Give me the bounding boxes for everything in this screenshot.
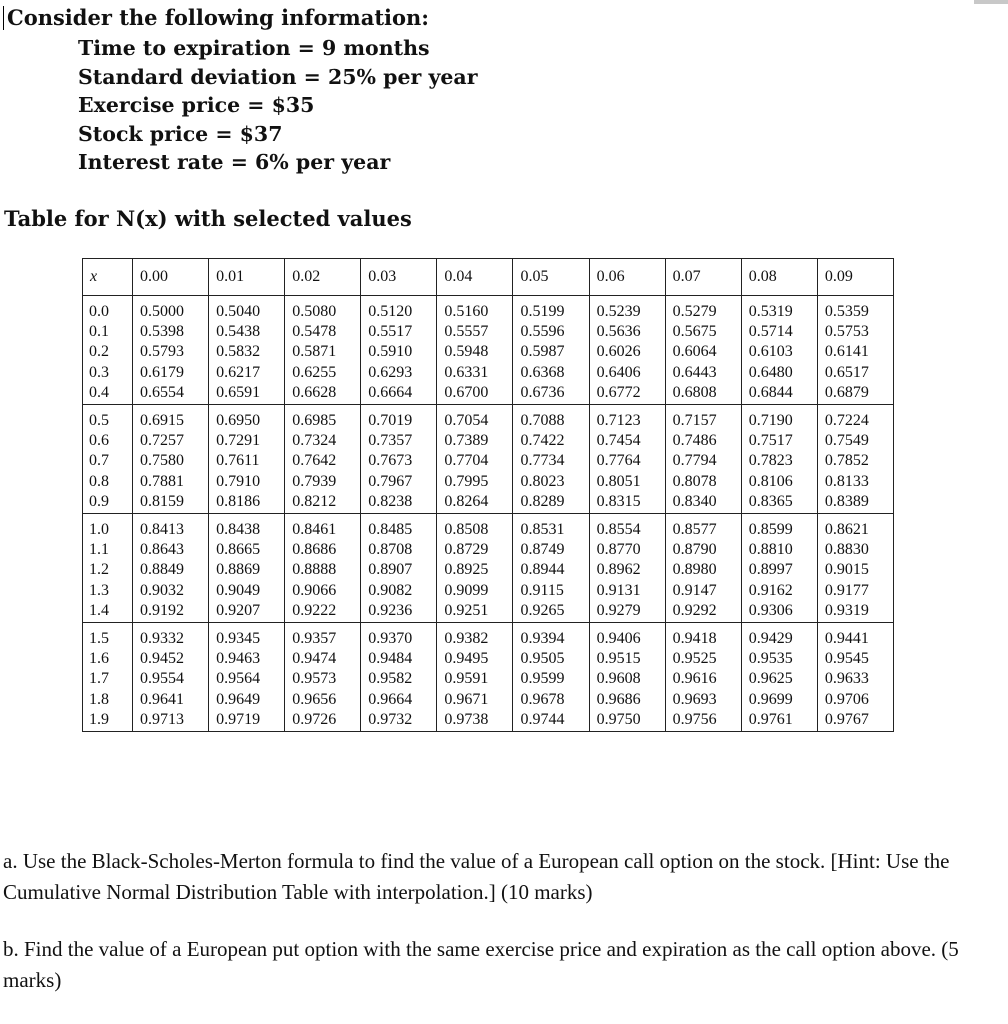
- column-header: 0.05: [513, 259, 589, 296]
- given-information-list: [78, 34, 478, 177]
- row-x-value: 1.2: [83, 560, 133, 580]
- table-cell: 0.5987: [513, 342, 589, 362]
- table-cell: 0.8665: [209, 540, 285, 560]
- table-cell: 0.8980: [665, 560, 741, 580]
- table-cell: 0.6772: [589, 383, 665, 405]
- table-cell: 0.7224: [817, 405, 893, 432]
- table-row: [83, 540, 894, 560]
- table-cell: 0.8888: [285, 560, 361, 580]
- table-cell: 0.8577: [665, 514, 741, 541]
- table-cell: 0.9474: [285, 649, 361, 669]
- table-cell: 0.7157: [665, 405, 741, 432]
- table-cell: 0.7939: [285, 472, 361, 492]
- table-cell: 0.6026: [589, 342, 665, 362]
- table-cell: 0.8159: [133, 492, 209, 514]
- table-cell: 0.8599: [741, 514, 817, 541]
- table-cell: 0.9564: [209, 669, 285, 689]
- column-header: 0.03: [361, 259, 437, 296]
- table-cell: 0.9706: [817, 690, 893, 710]
- table-cell: 0.7704: [437, 451, 513, 471]
- table-cell: 0.9591: [437, 669, 513, 689]
- row-x-value: 0.9: [83, 492, 133, 514]
- table-cell: 0.9719: [209, 710, 285, 732]
- table-cell: 0.8106: [741, 472, 817, 492]
- table-cell: 0.9015: [817, 560, 893, 580]
- table-row: [83, 581, 894, 601]
- table-cell: 0.9738: [437, 710, 513, 732]
- table-cell: 0.9370: [361, 623, 437, 650]
- table-cell: 0.9744: [513, 710, 589, 732]
- info-standard-deviation: Standard deviation = 25% per year: [78, 64, 478, 89]
- column-header: 0.04: [437, 259, 513, 296]
- row-x-value: 0.1: [83, 322, 133, 342]
- table-cell: 0.5199: [513, 296, 589, 323]
- table-cell: 0.6331: [437, 363, 513, 383]
- table-header: [83, 259, 894, 296]
- table-body: [83, 296, 894, 732]
- table-cell: 0.7486: [665, 431, 741, 451]
- table-cell: 0.9406: [589, 623, 665, 650]
- table-cell: 0.8830: [817, 540, 893, 560]
- table-cell: 0.5120: [361, 296, 437, 323]
- table-cell: 0.8944: [513, 560, 589, 580]
- table-row: [83, 690, 894, 710]
- table-cell: 0.8997: [741, 560, 817, 580]
- table-cell: 0.9608: [589, 669, 665, 689]
- table-cell: 0.7324: [285, 431, 361, 451]
- table-cell: 0.5948: [437, 342, 513, 362]
- table-cell: 0.5080: [285, 296, 361, 323]
- table-row: [83, 560, 894, 580]
- table-cell: 0.9554: [133, 669, 209, 689]
- table-cell: 0.9656: [285, 690, 361, 710]
- table-cell: 0.9495: [437, 649, 513, 669]
- column-header: 0.08: [741, 259, 817, 296]
- table-cell: 0.8869: [209, 560, 285, 580]
- table-cell: 0.5438: [209, 322, 285, 342]
- row-x-value: 1.4: [83, 601, 133, 623]
- table-cell: 0.5557: [437, 322, 513, 342]
- row-x-value: 0.4: [83, 383, 133, 405]
- table-cell: 0.9750: [589, 710, 665, 732]
- column-header: 0.07: [665, 259, 741, 296]
- table-cell: 0.5279: [665, 296, 741, 323]
- table-cell: 0.8849: [133, 560, 209, 580]
- row-x-value: 0.5: [83, 405, 133, 432]
- table-row: [83, 669, 894, 689]
- row-x-value: 0.6: [83, 431, 133, 451]
- table-cell: 0.5910: [361, 342, 437, 362]
- table-cell: 0.9515: [589, 649, 665, 669]
- table-row: [83, 649, 894, 669]
- table-cell: 0.5239: [589, 296, 665, 323]
- table-cell: 0.7123: [589, 405, 665, 432]
- table-cell: 0.7088: [513, 405, 589, 432]
- table-cell: 0.7580: [133, 451, 209, 471]
- table-cell: 0.9484: [361, 649, 437, 669]
- table-cell: 0.5160: [437, 296, 513, 323]
- table-cell: 0.7291: [209, 431, 285, 451]
- table-cell: 0.5478: [285, 322, 361, 342]
- row-x-value: 0.3: [83, 363, 133, 383]
- table-cell: 0.9147: [665, 581, 741, 601]
- table-row: [83, 431, 894, 451]
- table-cell: 0.6950: [209, 405, 285, 432]
- question-b: b. Find the value of a European put option with the same exercise price and expiration as the call option above. (5 marks): [3, 937, 959, 992]
- table-cell: 0.7764: [589, 451, 665, 471]
- row-x-value: 0.0: [83, 296, 133, 323]
- table-cell: 0.8051: [589, 472, 665, 492]
- row-x-value: 1.6: [83, 649, 133, 669]
- table-cell: 0.9452: [133, 649, 209, 669]
- table-cell: 0.8365: [741, 492, 817, 514]
- table-cell: 0.8264: [437, 492, 513, 514]
- table-cell: 0.7389: [437, 431, 513, 451]
- header-row: [83, 259, 894, 296]
- normal-distribution-table: [82, 258, 894, 732]
- table-row: [83, 405, 894, 432]
- table-cell: 0.9726: [285, 710, 361, 732]
- info-exercise-price: Exercise price = $35: [78, 93, 315, 118]
- table-cell: 0.8315: [589, 492, 665, 514]
- table-cell: 0.8023: [513, 472, 589, 492]
- table-cell: 0.8749: [513, 540, 589, 560]
- table-cell: 0.9115: [513, 581, 589, 601]
- table-cell: 0.8413: [133, 514, 209, 541]
- table-cell: 0.8621: [817, 514, 893, 541]
- table-cell: 0.6554: [133, 383, 209, 405]
- table-cell: 0.5753: [817, 322, 893, 342]
- row-x-value: 1.5: [83, 623, 133, 650]
- table-cell: 0.7881: [133, 472, 209, 492]
- corner-header: x: [83, 259, 133, 296]
- table-row: [83, 363, 894, 383]
- table-cell: 0.5596: [513, 322, 589, 342]
- table-cell: 0.6736: [513, 383, 589, 405]
- table-cell: 0.9049: [209, 581, 285, 601]
- table-cell: 0.9207: [209, 601, 285, 623]
- table-cell: 0.9641: [133, 690, 209, 710]
- table-cell: 0.5319: [741, 296, 817, 323]
- row-x-value: 1.8: [83, 690, 133, 710]
- table-cell: 0.8212: [285, 492, 361, 514]
- table-cell: 0.9505: [513, 649, 589, 669]
- table-cell: 0.9616: [665, 669, 741, 689]
- table-cell: 0.6915: [133, 405, 209, 432]
- table-cell: 0.9082: [361, 581, 437, 601]
- table-cell: 0.8186: [209, 492, 285, 514]
- table-cell: 0.7517: [741, 431, 817, 451]
- table-cell: 0.9649: [209, 690, 285, 710]
- info-stock-price: Stock price = $37: [78, 121, 283, 146]
- row-x-value: 1.0: [83, 514, 133, 541]
- table-row: [83, 492, 894, 514]
- table-cell: 0.7910: [209, 472, 285, 492]
- table-cell: 0.7967: [361, 472, 437, 492]
- table-row: [83, 514, 894, 541]
- column-header: 0.01: [209, 259, 285, 296]
- table-cell: 0.9265: [513, 601, 589, 623]
- table-cell: 0.7054: [437, 405, 513, 432]
- table-cell: 0.6064: [665, 342, 741, 362]
- table-cell: 0.7422: [513, 431, 589, 451]
- table-cell: 0.9345: [209, 623, 285, 650]
- table-cell: 0.5675: [665, 322, 741, 342]
- table-cell: 0.6103: [741, 342, 817, 362]
- table-row: [83, 472, 894, 492]
- table-cell: 0.9319: [817, 601, 893, 623]
- table-cell: 0.7852: [817, 451, 893, 471]
- table-cell: 0.7673: [361, 451, 437, 471]
- table-cell: 0.9131: [589, 581, 665, 601]
- info-interest-rate: Interest rate = 6% per year: [78, 150, 391, 175]
- table-cell: 0.6406: [589, 363, 665, 383]
- table-cell: 0.8554: [589, 514, 665, 541]
- table-row: [83, 601, 894, 623]
- table-cell: 0.7642: [285, 451, 361, 471]
- top-edge-rule: [974, 0, 1008, 4]
- table-cell: 0.9292: [665, 601, 741, 623]
- table-cell: 0.9236: [361, 601, 437, 623]
- table-cell: 0.8485: [361, 514, 437, 541]
- table-cell: 0.7995: [437, 472, 513, 492]
- table-cell: 0.9761: [741, 710, 817, 732]
- table-title: Table for N(x) with selected values: [4, 206, 412, 231]
- table-cell: 0.9032: [133, 581, 209, 601]
- problem-heading: Consider the following information:: [7, 5, 430, 30]
- table-cell: 0.7454: [589, 431, 665, 451]
- table-cell: 0.5714: [741, 322, 817, 342]
- table-cell: 0.9582: [361, 669, 437, 689]
- table-cell: 0.8461: [285, 514, 361, 541]
- table-cell: 0.7019: [361, 405, 437, 432]
- table-cell: 0.9599: [513, 669, 589, 689]
- column-header: 0.02: [285, 259, 361, 296]
- table-cell: 0.9633: [817, 669, 893, 689]
- table-cell: 0.9545: [817, 649, 893, 669]
- row-x-value: 1.1: [83, 540, 133, 560]
- table-cell: 0.9222: [285, 601, 361, 623]
- table-row: [83, 342, 894, 362]
- table-row: [83, 322, 894, 342]
- table-cell: 0.6293: [361, 363, 437, 383]
- table-cell: 0.6591: [209, 383, 285, 405]
- info-time-to-expiration: Time to expiration = 9 months: [78, 36, 430, 60]
- table-cell: 0.8078: [665, 472, 741, 492]
- table-cell: 0.6628: [285, 383, 361, 405]
- table-cell: 0.8238: [361, 492, 437, 514]
- table-cell: 0.6480: [741, 363, 817, 383]
- table-cell: 0.6141: [817, 342, 893, 362]
- table-cell: 0.7794: [665, 451, 741, 471]
- table-cell: 0.9429: [741, 623, 817, 650]
- table-cell: 0.9099: [437, 581, 513, 601]
- table-cell: 0.6217: [209, 363, 285, 383]
- table-cell: 0.5793: [133, 342, 209, 362]
- table-cell: 0.8508: [437, 514, 513, 541]
- table-row: [83, 383, 894, 405]
- table-cell: 0.9177: [817, 581, 893, 601]
- table-cell: 0.9756: [665, 710, 741, 732]
- table-cell: 0.7257: [133, 431, 209, 451]
- table-cell: 0.9625: [741, 669, 817, 689]
- table-cell: 0.5000: [133, 296, 209, 323]
- question-a: a. Use the Black-Scholes-Merton formula to find the value of a European call option on the stock. [Hint: Use the Cumulative Normal Distribution Table with interpolation.] (10 marks): [3, 849, 950, 904]
- table-cell: 0.9573: [285, 669, 361, 689]
- table-cell: 0.6879: [817, 383, 893, 405]
- table-cell: 0.9699: [741, 690, 817, 710]
- table-cell: 0.9671: [437, 690, 513, 710]
- table-row: [83, 710, 894, 732]
- table-cell: 0.8770: [589, 540, 665, 560]
- table-cell: 0.8790: [665, 540, 741, 560]
- table-cell: 0.6844: [741, 383, 817, 405]
- table-cell: 0.9332: [133, 623, 209, 650]
- table-cell: 0.6985: [285, 405, 361, 432]
- table-cell: 0.9535: [741, 649, 817, 669]
- table-cell: 0.9251: [437, 601, 513, 623]
- table-cell: 0.7734: [513, 451, 589, 471]
- row-x-value: 1.7: [83, 669, 133, 689]
- table-cell: 0.8962: [589, 560, 665, 580]
- column-header: 0.00: [133, 259, 209, 296]
- table-cell: 0.9162: [741, 581, 817, 601]
- table-cell: 0.9066: [285, 581, 361, 601]
- table-cell: 0.8531: [513, 514, 589, 541]
- table-row: [83, 296, 894, 323]
- table-cell: 0.6443: [665, 363, 741, 383]
- table-cell: 0.7190: [741, 405, 817, 432]
- table-cell: 0.5517: [361, 322, 437, 342]
- table-cell: 0.9418: [665, 623, 741, 650]
- table-cell: 0.8729: [437, 540, 513, 560]
- table-cell: 0.8643: [133, 540, 209, 560]
- table-cell: 0.8389: [817, 492, 893, 514]
- text-cursor: [3, 6, 4, 30]
- table-cell: 0.7357: [361, 431, 437, 451]
- table-cell: 0.9664: [361, 690, 437, 710]
- table-row: [83, 623, 894, 650]
- table-cell: 0.5636: [589, 322, 665, 342]
- table-cell: 0.9767: [817, 710, 893, 732]
- table-cell: 0.9306: [741, 601, 817, 623]
- table-cell: 0.6664: [361, 383, 437, 405]
- table-cell: 0.9394: [513, 623, 589, 650]
- table-cell: 0.7549: [817, 431, 893, 451]
- table-cell: 0.6368: [513, 363, 589, 383]
- table-cell: 0.5040: [209, 296, 285, 323]
- table-cell: 0.8708: [361, 540, 437, 560]
- table-cell: 0.5832: [209, 342, 285, 362]
- row-x-value: 0.8: [83, 472, 133, 492]
- table-cell: 0.9713: [133, 710, 209, 732]
- table-cell: 0.8810: [741, 540, 817, 560]
- row-x-value: 1.9: [83, 710, 133, 732]
- table-cell: 0.9357: [285, 623, 361, 650]
- table-row: [83, 451, 894, 471]
- table-cell: 0.6179: [133, 363, 209, 383]
- table-cell: 0.8289: [513, 492, 589, 514]
- table-cell: 0.8340: [665, 492, 741, 514]
- row-x-value: 0.7: [83, 451, 133, 471]
- table-cell: 0.8686: [285, 540, 361, 560]
- table-cell: 0.9732: [361, 710, 437, 732]
- table-cell: 0.9382: [437, 623, 513, 650]
- row-x-value: 0.2: [83, 342, 133, 362]
- table-cell: 0.9441: [817, 623, 893, 650]
- table-cell: 0.6517: [817, 363, 893, 383]
- table-cell: 0.5359: [817, 296, 893, 323]
- table-cell: 0.9525: [665, 649, 741, 669]
- column-header: 0.09: [817, 259, 893, 296]
- table-cell: 0.9192: [133, 601, 209, 623]
- table-cell: 0.9463: [209, 649, 285, 669]
- table-cell: 0.7611: [209, 451, 285, 471]
- table-cell: 0.6255: [285, 363, 361, 383]
- table-cell: 0.9279: [589, 601, 665, 623]
- row-x-value: 1.3: [83, 581, 133, 601]
- column-header: 0.06: [589, 259, 665, 296]
- table-cell: 0.5871: [285, 342, 361, 362]
- table-cell: 0.8438: [209, 514, 285, 541]
- table-cell: 0.8907: [361, 560, 437, 580]
- table-cell: 0.9686: [589, 690, 665, 710]
- table-cell: 0.7823: [741, 451, 817, 471]
- table-cell: 0.9693: [665, 690, 741, 710]
- table-cell: 0.8133: [817, 472, 893, 492]
- table-cell: 0.6808: [665, 383, 741, 405]
- table-cell: 0.5398: [133, 322, 209, 342]
- table-cell: 0.8925: [437, 560, 513, 580]
- table-cell: 0.9678: [513, 690, 589, 710]
- table-cell: 0.6700: [437, 383, 513, 405]
